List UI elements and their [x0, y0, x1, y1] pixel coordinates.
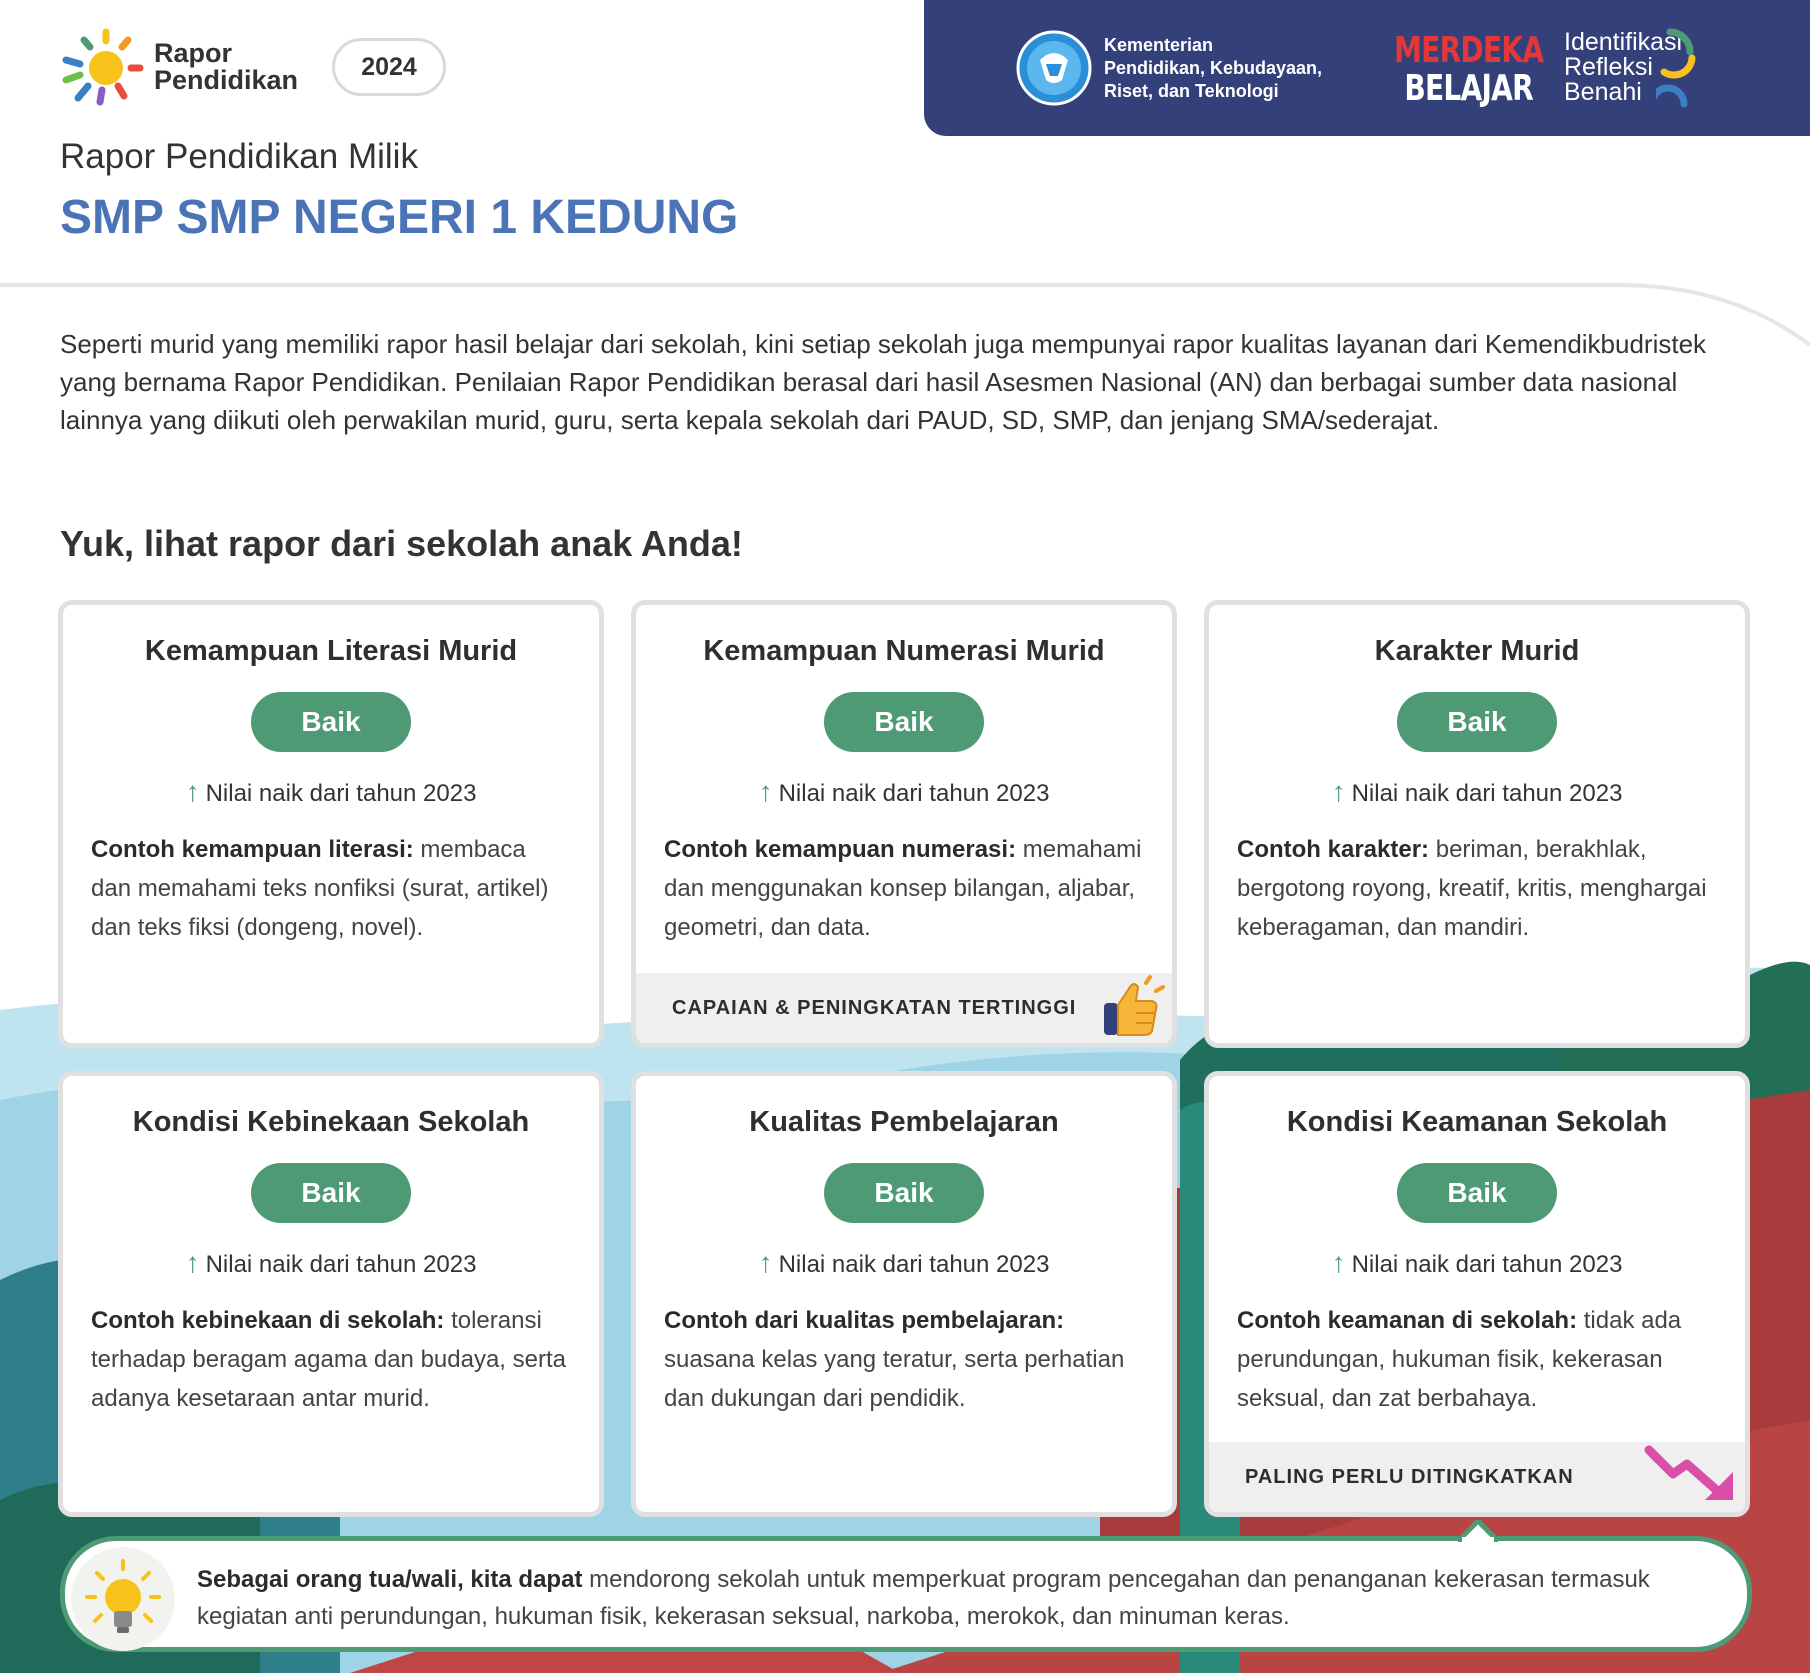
section-title: Yuk, lihat rapor dari sekolah anak Anda!: [60, 523, 743, 564]
thumbs-up-icon: [1100, 975, 1166, 1039]
tip-pointer: [1458, 1520, 1498, 1542]
card-description: [636, 1301, 1172, 1418]
trend-text: [636, 776, 1172, 808]
irb-line1: Identifikasi: [1564, 28, 1683, 56]
status-badge: Baik: [251, 1163, 411, 1223]
desc-label: Contoh keamanan di sekolah:: [1237, 1307, 1578, 1334]
card-description: [1209, 830, 1745, 947]
card-title: Kondisi Kebinekaan Sekolah: [132, 1106, 530, 1138]
trend-text: [1209, 776, 1745, 808]
trend-label: Nilai naik dari tahun 2023: [778, 1251, 1050, 1278]
footer-label: CAPAIAN & PENINGKATAN TERTINGGI: [672, 996, 1077, 1019]
irb-swirl-icon: [1656, 28, 1706, 108]
trend-label: Nilai naik dari tahun 2023: [205, 1251, 477, 1278]
desc-text: beriman, berakhlak, bergotong royong, kreatif, kritis, menghargai keberagaman, dan mandiri.: [1237, 836, 1707, 941]
tip-body: mendorong sekolah untuk memperkuat program pencegahan dan penanganan kekerasan termasuk kegiatan anti perundungan, hukuman fisik, kekerasan seksual, narkoba, merokok, dan minuman keras.: [197, 1566, 1650, 1630]
ministry-line2: Pendidikan, Kebudayaan,: [1104, 58, 1323, 78]
status-badge: Baik: [824, 1163, 984, 1223]
merdeka-line2: BELAJAR: [1404, 68, 1533, 109]
ministry-banner: [924, 0, 1810, 136]
sun-logo-icon: [60, 28, 144, 106]
card-title: Kemampuan Numerasi Murid: [703, 635, 1105, 667]
arrow-up-icon: ↑: [1331, 1247, 1346, 1278]
trend-label: Nilai naik dari tahun 2023: [1351, 1251, 1623, 1278]
card-description: [63, 830, 599, 947]
status-badge: Baik: [251, 692, 411, 752]
merdeka-line1: MERDEKA: [1394, 30, 1544, 71]
card-keamanan: [1204, 1071, 1750, 1517]
footer-label: PALING PERLU DITINGKATKAN: [1245, 1465, 1574, 1488]
logo-line2: Pendidikan: [154, 65, 299, 95]
school-name: SMP SMP NEGERI 1 KEDUNG: [60, 191, 739, 244]
status-badge: Baik: [824, 692, 984, 752]
card-title: Kualitas Pembelajaran: [749, 1106, 1059, 1138]
tip-text: [197, 1561, 1717, 1635]
trend-label: Nilai naik dari tahun 2023: [778, 780, 1050, 807]
desc-label: Contoh dari kualitas pembelajaran:: [664, 1307, 1065, 1334]
card-description: [63, 1301, 599, 1418]
trend-down-arrow-icon: [1643, 1444, 1739, 1506]
card-kebinekaan: [58, 1071, 604, 1517]
lightbulb-icon: [71, 1547, 175, 1651]
arrow-up-icon: ↑: [185, 776, 200, 807]
arrow-up-icon: ↑: [758, 776, 773, 807]
intro-paragraph: Seperti murid yang memiliki rapor hasil belajar dari sekolah, kini setiap sekolah juga mempunyai rapor kualitas layanan dari Kemendikbudristek yang bernama Rapor Pendidikan. Penilaian Rapor Pendidikan berasal dari hasil Asesmen Nasional (AN) dan berbagai sumber data nasional lainnya yang diikuti oleh perwakilan murid, guru, serta kepala sekolah dari PAUD, SD, SMP, dan jenjang SMA/sederajat.: [60, 329, 1707, 435]
parent-tip-box: [60, 1536, 1752, 1652]
trend-text: [63, 776, 599, 808]
card-description: [636, 830, 1172, 947]
trend-label: Nilai naik dari tahun 2023: [205, 780, 477, 807]
tip-bold: Sebagai orang tua/wali, kita dapat: [197, 1566, 583, 1593]
desc-text: tidak ada perundungan, hukuman fisik, kekerasan seksual, dan zat berbahaya.: [1237, 1307, 1682, 1412]
tut-wuri-handayani-emblem-icon: [1016, 30, 1092, 106]
subtitle: Rapor Pendidikan Milik: [60, 137, 418, 176]
irb-line3: Benahi: [1564, 78, 1642, 106]
merdeka-belajar-logo: [1394, 32, 1543, 108]
lightbulb-badge: [71, 1547, 175, 1651]
year-badge: 2024: [332, 38, 446, 96]
card-description: [1209, 1301, 1745, 1418]
card-numerasi: [631, 600, 1177, 1048]
status-badge: Baik: [1397, 692, 1557, 752]
arrow-up-icon: ↑: [185, 1247, 200, 1278]
card-karakter: [1204, 600, 1750, 1048]
status-badge: Baik: [1397, 1163, 1557, 1223]
desc-text: toleransi terhadap beragam agama dan budaya, serta adanya kesetaraan antar murid.: [91, 1307, 566, 1412]
trend-text: [63, 1247, 599, 1279]
desc-text: memahami dan menggunakan konsep bilangan, aljabar, geometri, dan data.: [664, 836, 1142, 941]
trend-text: [636, 1247, 1172, 1279]
arrow-up-icon: ↑: [1331, 776, 1346, 807]
ministry-name: [1104, 34, 1322, 103]
desc-label: Contoh karakter:: [1237, 836, 1430, 863]
desc-text: membaca dan memahami teks nonfiksi (surat, artikel) dan teks fiksi (dongeng, novel).: [91, 836, 549, 941]
desc-text: suasana kelas yang teratur, serta perhatian dan dukungan dari pendidik.: [664, 1346, 1125, 1412]
trend-label: Nilai naik dari tahun 2023: [1351, 780, 1623, 807]
ministry-line3: Riset, dan Teknologi: [1104, 81, 1279, 101]
card-title: Kemampuan Literasi Murid: [144, 635, 518, 667]
logo-line1: Rapor: [154, 38, 233, 68]
card-title: Karakter Murid: [1374, 635, 1580, 667]
card-literasi: [58, 600, 604, 1048]
desc-label: Contoh kemampuan numerasi:: [664, 836, 1017, 863]
trend-text: [1209, 1247, 1745, 1279]
desc-label: Contoh kemampuan literasi:: [91, 836, 414, 863]
card-footer-highlight: [636, 973, 1172, 1043]
ministry-line1: Kementerian: [1104, 35, 1214, 55]
desc-label: Contoh kebinekaan di sekolah:: [91, 1307, 445, 1334]
arrow-up-icon: ↑: [758, 1247, 773, 1278]
rapor-pendidikan-logo: [60, 28, 298, 106]
irb-line2: Refleksi: [1564, 53, 1653, 81]
card-title: Kondisi Keamanan Sekolah: [1286, 1106, 1668, 1138]
card-kualitas-pembelajaran: [631, 1071, 1177, 1517]
card-footer-needs-improvement: [1209, 1442, 1745, 1512]
